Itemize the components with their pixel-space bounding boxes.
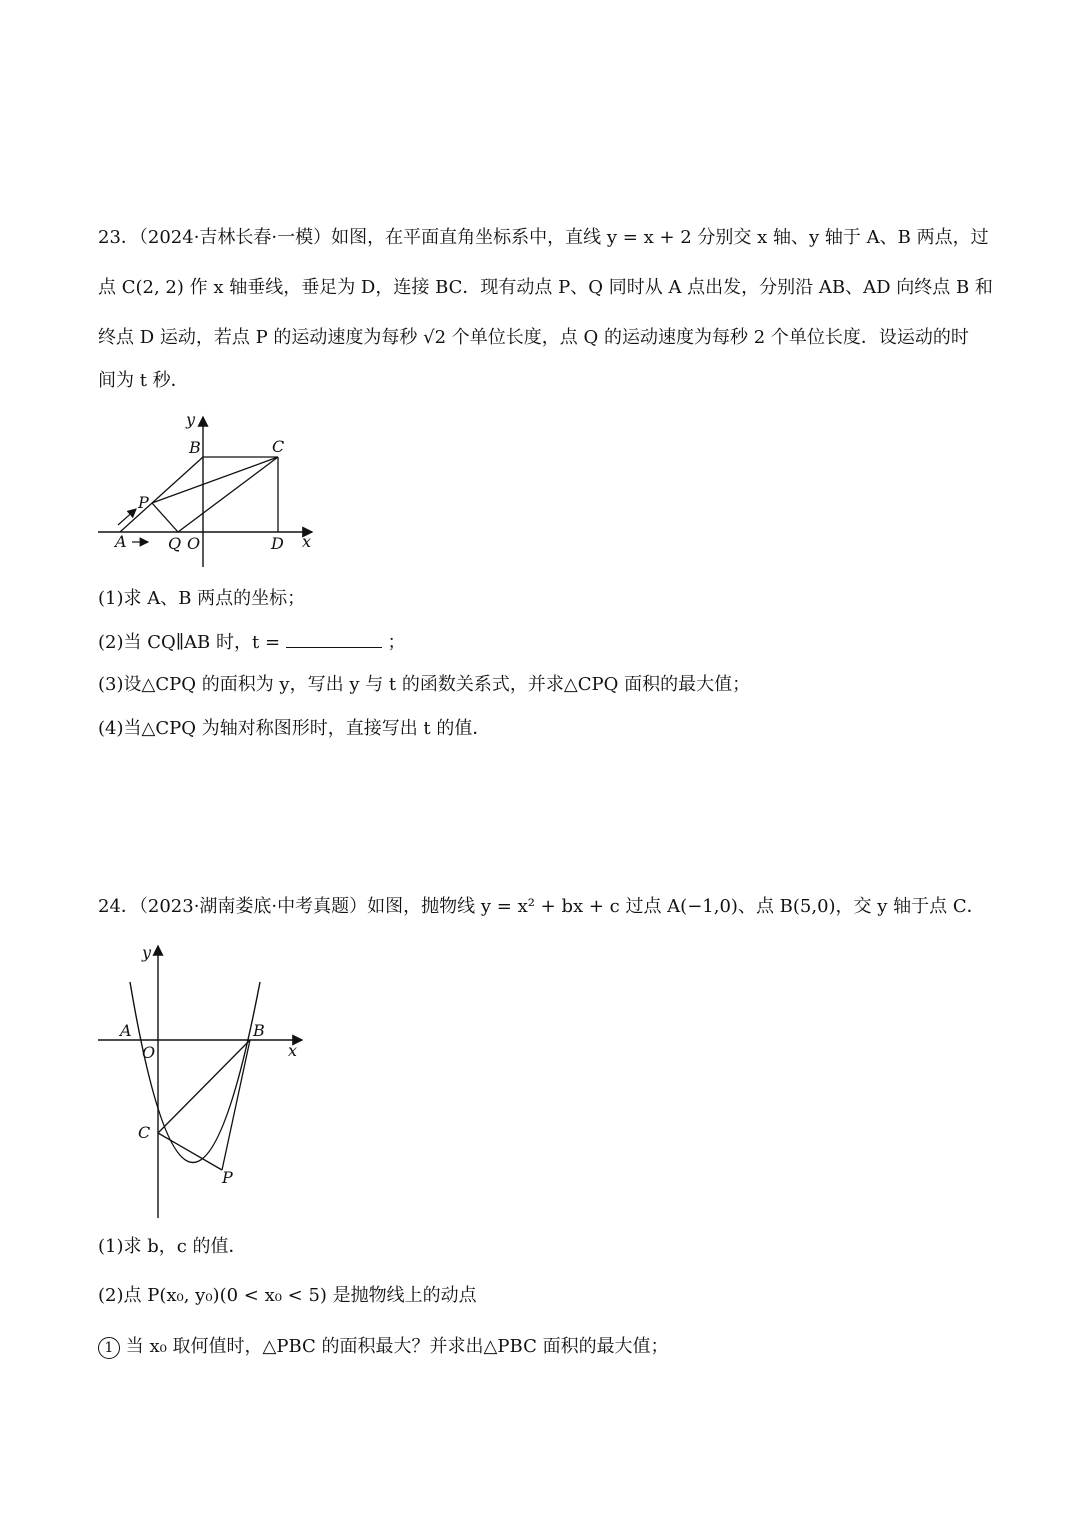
q23-label-q: Q [168,534,182,553]
q23-label-b: B [189,438,201,457]
q23-line-pc [152,457,278,503]
q24-line-cp [158,1133,222,1170]
q23-part-3: (3)设△CPQ 的面积为 y，写出 y 与 t 的函数关系式，并求△CPQ 面积的最大值； [98,674,751,695]
q24-label-p: P [222,1168,233,1187]
q24-sub-1-text: 当 x₀ 取何值时，△PBC 的面积最大？并求出△PBC 面积的最大值； [125,1336,669,1357]
q23-line-pq [152,503,178,532]
q23-figure [90,405,330,575]
q24-label-c: C [138,1123,151,1142]
q24-figure [90,938,310,1223]
q23-line-ab [120,457,203,532]
q23-line-1: 23．（2024·吉林长春·一模）如图，在平面直角坐标系中，直线 y = x + 2 分别交 x 轴、y 轴于 A、B 两点，过 [98,227,989,248]
q24-part-1: (1)求 b，c 的值． [98,1236,247,1257]
q23-part-2 [98,629,982,656]
q23-part-2-suffix: ； [387,632,406,653]
q24-line-1: 24．（2023·湖南娄底·中考真题）如图，抛物线 y = x² + bx + c 过点 A(−1,0)、点 B(5,0)，交 y 轴于点 C． [98,896,985,917]
circled-number: 1 [98,1337,120,1359]
q23-line-4: 间为 t 秒． [98,370,189,391]
q23-label-c: C [272,437,285,456]
q24-sub-1 [98,1334,982,1360]
q23-arrow-p [118,509,136,525]
q24-label-a: A [120,1021,132,1040]
q24-label-b: B [253,1021,265,1040]
q23-label-o: O [187,534,201,553]
q23-line-qc [178,457,278,532]
q23-label-y: y [186,410,196,429]
q23-label-p: P [138,493,149,512]
q24-label-y: y [142,943,152,962]
q23-label-a: A [115,532,127,551]
q23-label-d: D [271,534,284,553]
q23-part-1: (1)求 A、B 两点的坐标； [98,588,306,609]
q24-line-pb [222,1040,250,1170]
q23-part-2-prefix: (2)当 CQ∥AB 时，t = [98,632,281,653]
q23-line-2: 点 C(2, 2) 作 x 轴垂线，垂足为 D，连接 BC．现有动点 P、Q 同时从 A 点出发，分别沿 AB、AD 向终点 B 和 [98,277,993,298]
q23-label-x: x [302,532,312,551]
q24-label-x: x [288,1041,298,1060]
q24-part-2: (2)点 P(x₀, y₀)(0 < x₀ < 5) 是抛物线上的动点 [98,1285,477,1306]
answer-blank [286,629,382,648]
q23-part-4: (4)当△CPQ 为轴对称图形时，直接写出 t 的值． [98,718,491,739]
q24-label-o: O [142,1043,156,1062]
q23-line-3: 终点 D 运动，若点 P 的运动速度为每秒 √2 个单位长度，点 Q 的运动速度为每秒 2 个单位长度．设运动的时 [98,327,969,348]
